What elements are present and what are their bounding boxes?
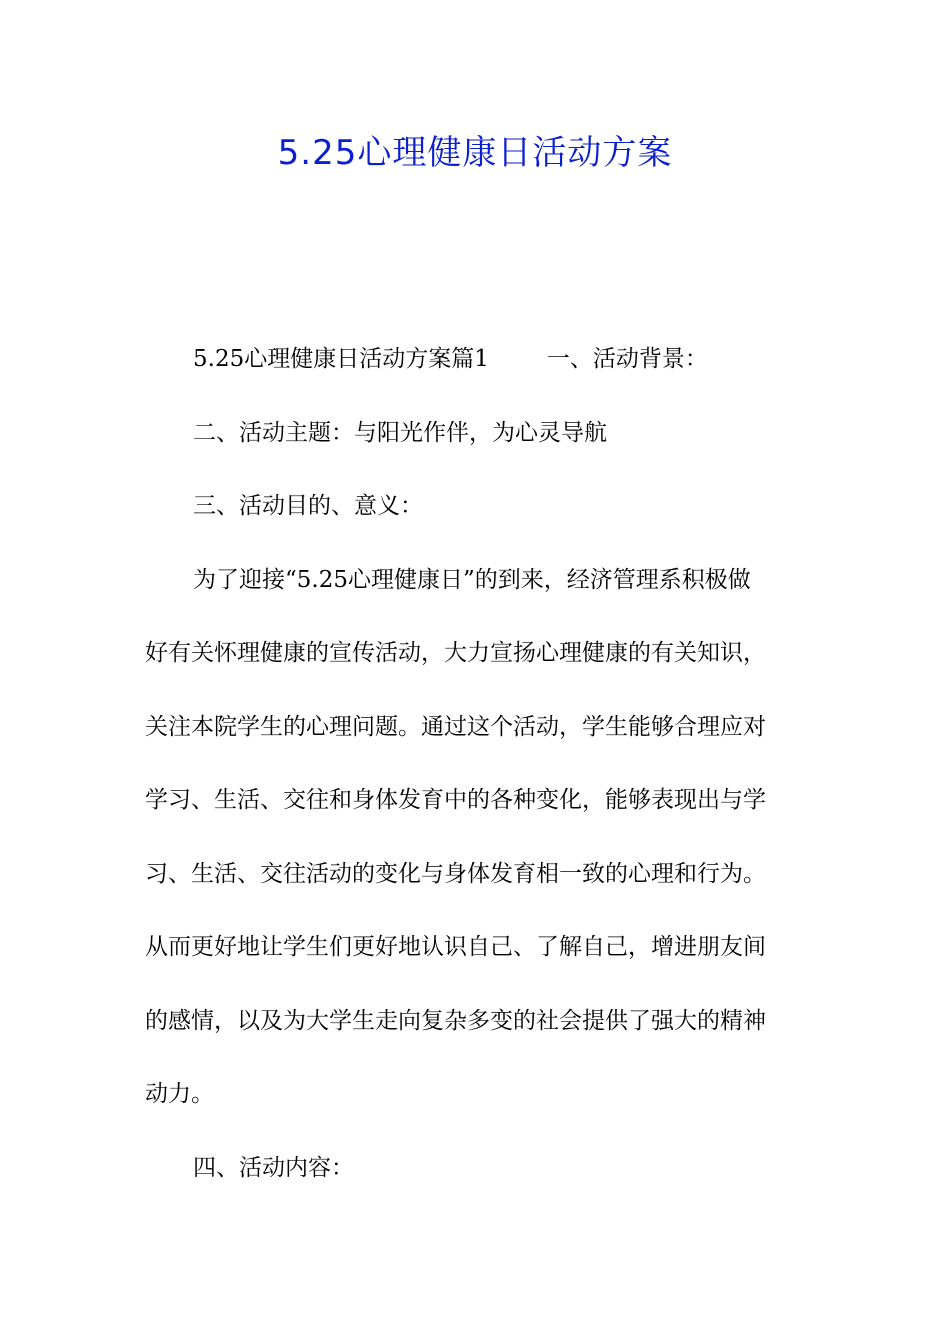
- paragraph-line: 关注本院学生的心理问题。通过这个活动，学生能够合理应对: [145, 713, 766, 740]
- document-title: 5.25心理健康日活动方案: [277, 133, 673, 173]
- section-heading: 5.25心理健康日活动方案篇1: [193, 346, 489, 372]
- purpose-line: 三、活动目的、意义：: [193, 493, 423, 519]
- paragraph-line: 好有关怀理健康的宣传活动，大力宣扬心理健康的有关知识，: [145, 640, 766, 666]
- paragraph-line: 动力。: [145, 1081, 214, 1107]
- paragraph-line: 学习、生活、交往和身体发育中的各种变化，能够表现出与学: [145, 787, 766, 813]
- paragraph-line: 从而更好地让学生们更好地认识自己、了解自己，增进朋友间: [145, 934, 766, 960]
- theme-line: 二、活动主题：与阳光作伴，为心灵导航: [193, 419, 607, 446]
- content-line: 四、活动内容：: [193, 1154, 354, 1181]
- paragraph-line: 习、生活、交往活动的变化与身体发育相一致的心理和行为。: [145, 860, 766, 887]
- document-body: [145, 334, 815, 1216]
- heading-line: [145, 334, 815, 408]
- paragraph-line: 的感情，以及为大学生走向复杂多变的社会提供了强大的精神: [145, 1007, 766, 1034]
- background-heading: 一、活动背景：: [546, 346, 708, 372]
- paragraph-line: 为了迎接“5.25心理健康日”的到来，经济管理系积极做: [193, 566, 751, 593]
